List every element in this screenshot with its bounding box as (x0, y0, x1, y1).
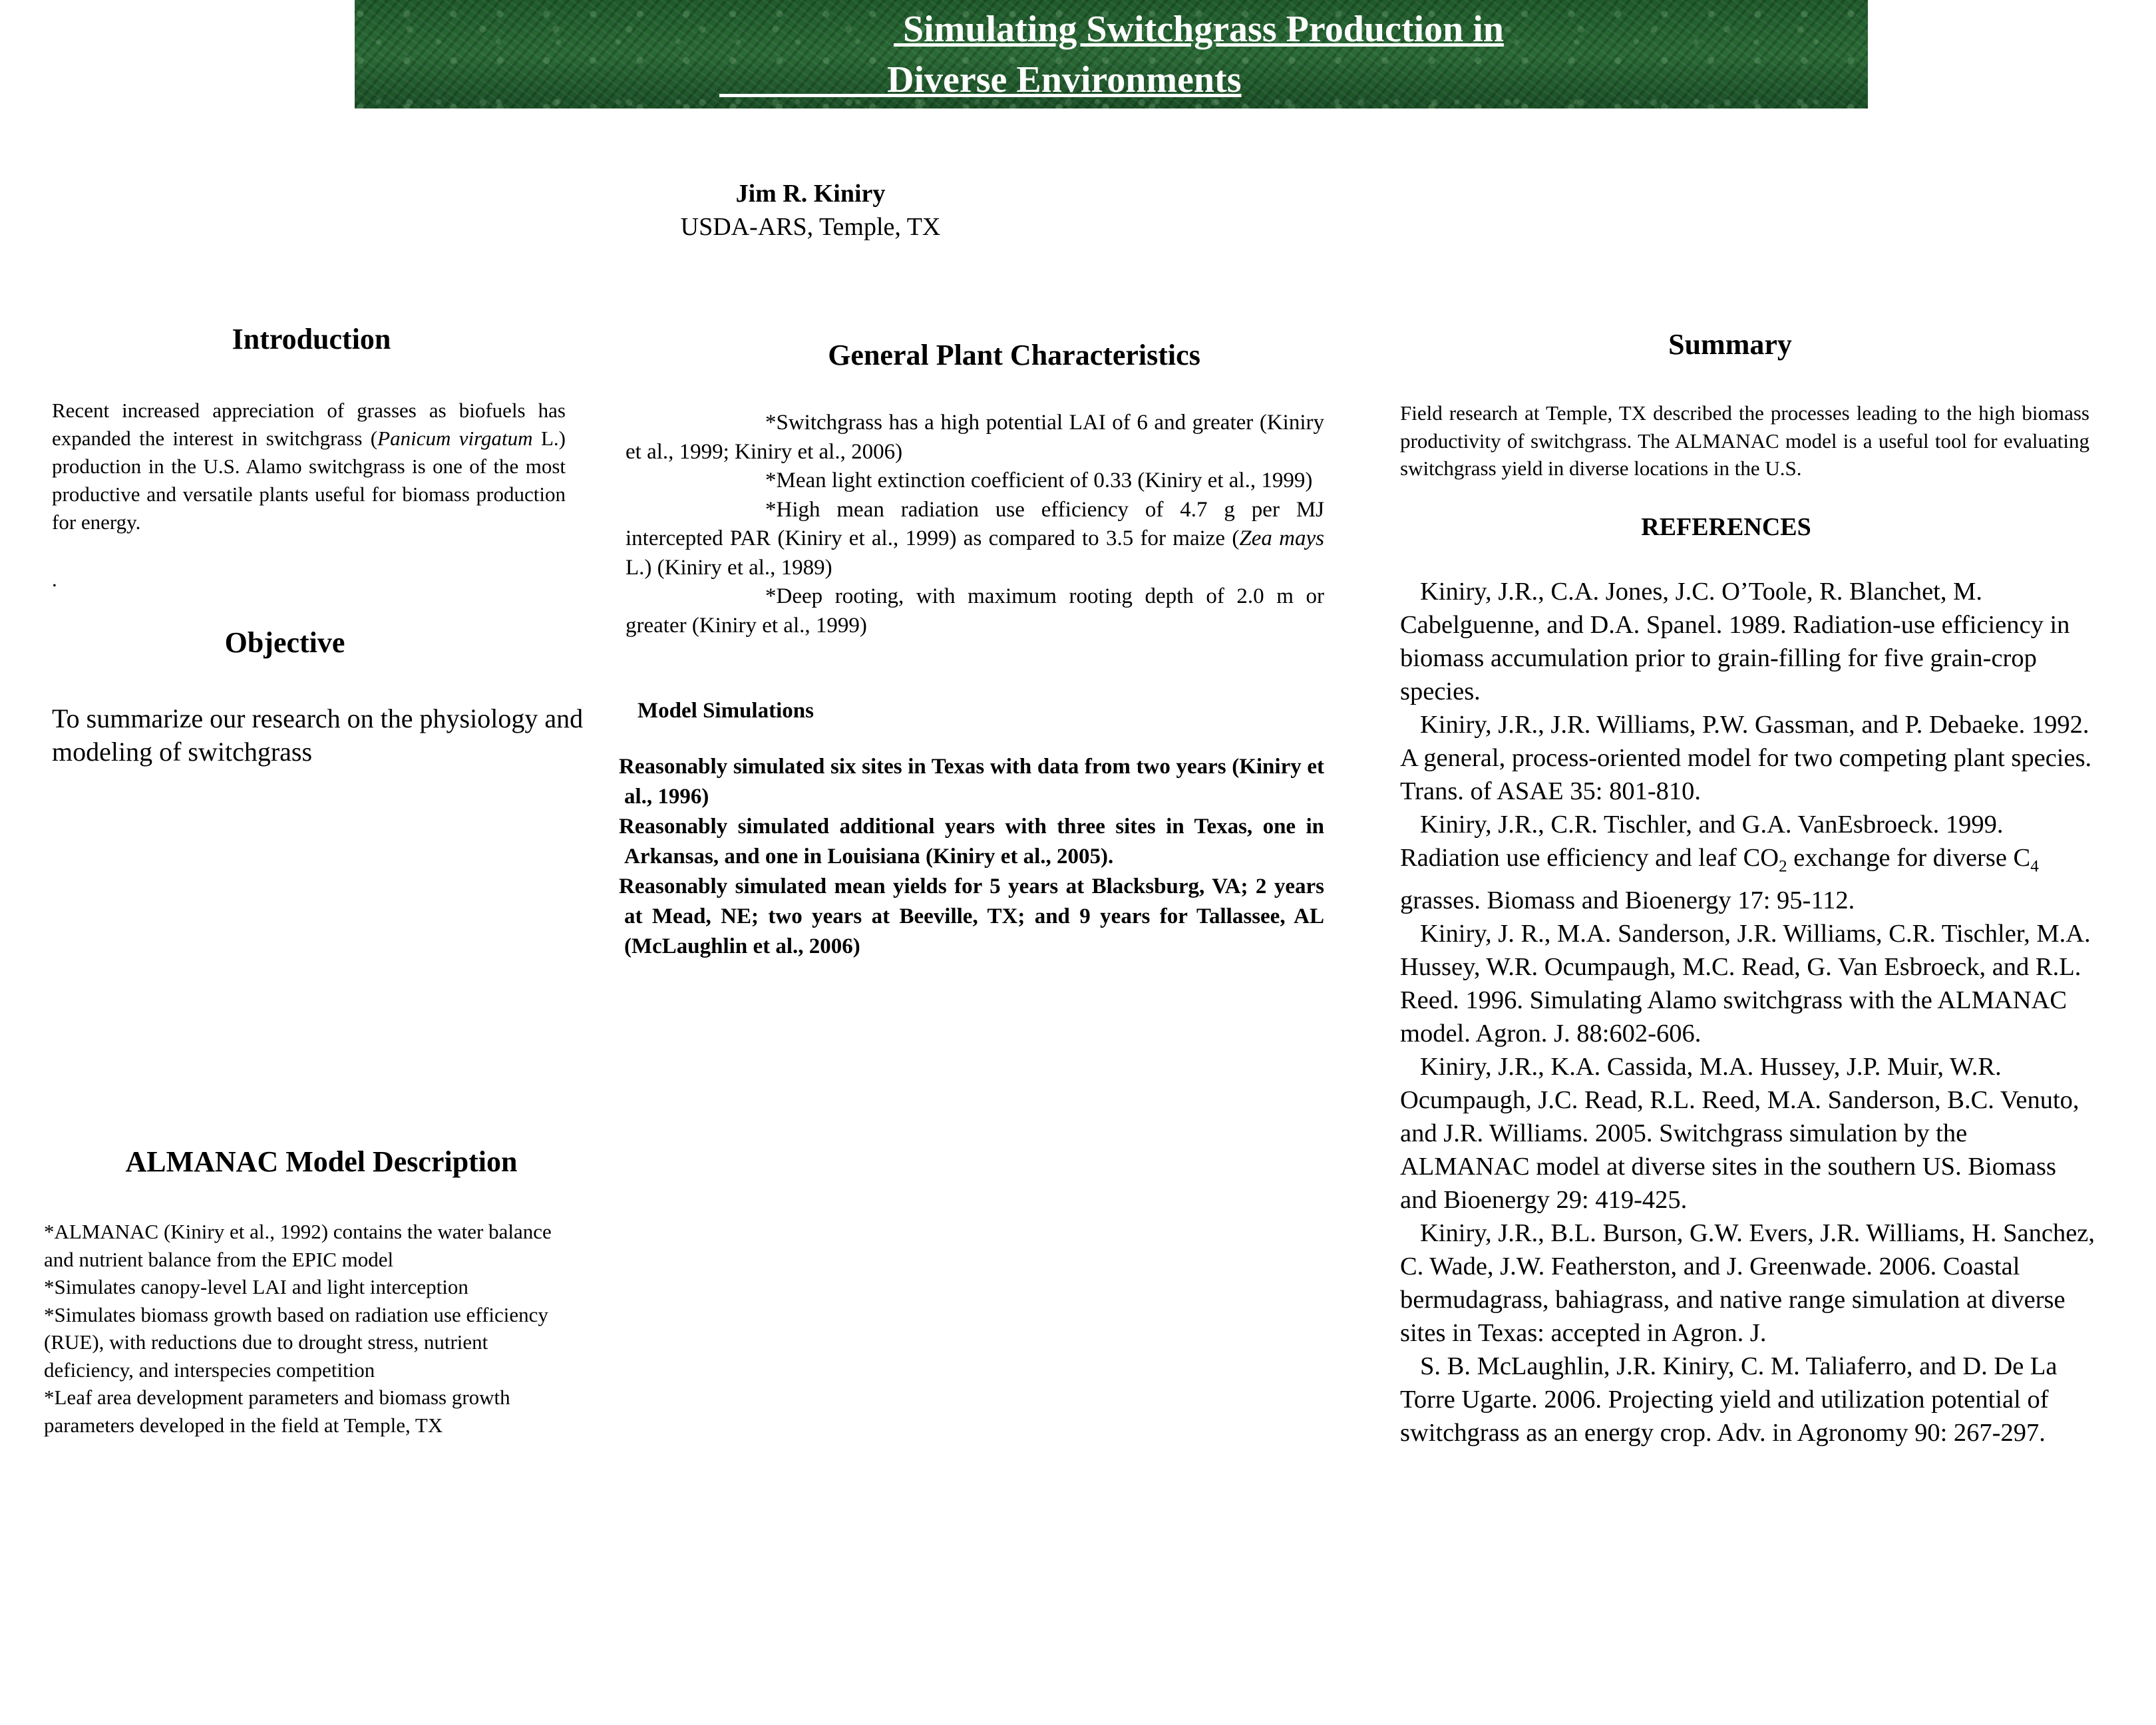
reference-item: Kiniry, J. R., M.A. Sanderson, J.R. Williams, C.R. Tischler, M.A. Hussey, W.R. Ocumpaugh, M.C. Read, G. Van Esbroeck, and R.L. Reed. 1996. Simulating Alamo switchgrass with the ALMANAC model. Agron. J. 88:602-606. (1400, 919, 2091, 1048)
reference-item: Kiniry, J.R., K.A. Cassida, M.A. Hussey, J.P. Muir, W.R. Ocumpaugh, J.C. Read, R.L. Reed, M.A. Sanderson, B.C. Venuto, and J.R. Williams. 2005. Switchgrass simulation by the ALMANAC model at diverse sites in the southern US. Biomass and Bioenergy 29: 419-425. (1400, 1052, 2079, 1214)
summary-heading: Summary (1668, 328, 1792, 361)
reference-item: S. B. McLaughlin, J.R. Kiniry, C. M. Taliaferro, and D. De La Torre Ugarte. 2006. Projecting yield and utilization potential of switchgrass as an energy crop. Adv. in Agronomy 90: 267-297. (1400, 1352, 2058, 1447)
introduction-text: Recent increased appreciation of grasses as biofuels has expanded the interest in switchgrass (Panicum virgatum L.) production in the U.S. Alamo switchgrass is one of the most productive and versatile plants useful for biomass production for energy. (52, 399, 566, 534)
references-heading: REFERENCES (1641, 513, 1811, 541)
characteristic-item: *Switchgrass has a high potential LAI of 6 and greater (Kiniry et al., 1999; Kiniry et al., 2006) (626, 411, 1324, 464)
reference-item: Kiniry, J.R., B.L. Burson, G.W. Evers, J.R. Williams, H. Sanchez, C. Wade, J.W. Featherston, and J. Greenwade. 2006. Coastal bermudagrass, bahiagrass, and native range simulation at diverse sites in Texas: accepted in Agron. J. (1400, 1219, 2095, 1347)
poster-title-line-1: Simulating Switchgrass Production in (894, 9, 1504, 50)
almanac-heading: ALMANAC Model Description (125, 1145, 518, 1178)
characteristic-item: *Deep rooting, with maximum rooting depth of 2.0 m or greater (Kiniry et al., 1999) (626, 584, 1324, 638)
almanac-item: *ALMANAC (Kiniry et al., 1992) contains the water balance and nutrient balance from the EPIC model (44, 1220, 552, 1271)
simulation-item: Reasonably simulated six sites in Texas with data from two years (Kiniry et al., 1996) (619, 755, 1324, 809)
author-name: Jim R. Kiniry (735, 180, 886, 208)
author-affiliation: USDA-ARS, Temple, TX (680, 213, 941, 241)
reference-item: Kiniry, J.R., C.R. Tischler, and G.A. VanEsbroeck. 1999. Radiation use efficiency and leaf $CO_2$ exchange for diverse $C_4$ grasses. Biomass and Bioenergy 17: 95-112. (1400, 811, 2039, 914)
simulation-item: Reasonably simulated additional years with three sites in Texas, one in Arkansas, and one in Louisiana (Kiniry et al., 2005). (619, 815, 1324, 868)
title-banner (355, 0, 1868, 108)
references-list (1400, 575, 2099, 1449)
simulation-item: Reasonably simulated mean yields for 5 years at Blacksburg, VA; 2 years at Mead, NE; two years at Beeville, TX; and 9 years for Tallassee, AL (McLaughlin et al., 2006) (619, 874, 1324, 958)
objective-heading: Objective (224, 626, 345, 659)
almanac-list (44, 1218, 576, 1439)
summary-text: Field research at Temple, TX described the processes leading to the high biomass productivity of switchgrass. The ALMANAC model is a useful tool for evaluating switchgrass yield in diverse locations in the U.S. (1400, 401, 2089, 480)
model-simulations-list (619, 752, 1324, 962)
species-name: Panicum virgatum (377, 427, 533, 450)
almanac-item: *Simulates biomass growth based on radiation use efficiency (RUE), with reductions due to drought stress, nutrient deficiency, and interspecies competition (44, 1302, 548, 1382)
author-block (664, 177, 957, 244)
reference-item: Kiniry, J.R., J.R. Williams, P.W. Gassman, and P. Debaeke. 1992. A general, process-oriented model for two competing plant species. Trans. of ASAE 35: 801-810. (1400, 711, 2092, 805)
general-characteristics-list (626, 409, 1324, 640)
almanac-item: *Simulates canopy-level LAI and light interception (44, 1275, 468, 1298)
model-simulations-heading: Model Simulations (637, 699, 814, 723)
characteristic-item: *High mean radiation use efficiency of 4.7 g per MJ intercepted PAR (Kiniry et al., 1999) as compared to 3.5 for maize (Zea mays L.) (Kiniry et al., 1989) (626, 497, 1324, 580)
stray-dot: . (52, 568, 57, 591)
objective-text: To summarize our research on the physiology and modeling of switchgrass (52, 703, 584, 767)
general-characteristics-heading: General Plant Characteristics (828, 339, 1200, 371)
characteristic-item: *Mean light extinction coefficient of 0.33 (Kiniry et al., 1999) (765, 469, 1313, 492)
almanac-item: *Leaf area development parameters and biomass growth parameters developed in the field at Temple, TX (44, 1386, 510, 1437)
poster-title-line-2: Diverse Environments (719, 59, 1242, 100)
introduction-heading: Introduction (232, 323, 391, 355)
reference-item: Kiniry, J.R., C.A. Jones, J.C. O’Toole, R. Blanchet, M. Cabelguenne, and D.A. Spanel. 1989. Radiation-use efficiency in biomass accumulation prior to grain-filling for five grain-crop species. (1400, 578, 2070, 705)
